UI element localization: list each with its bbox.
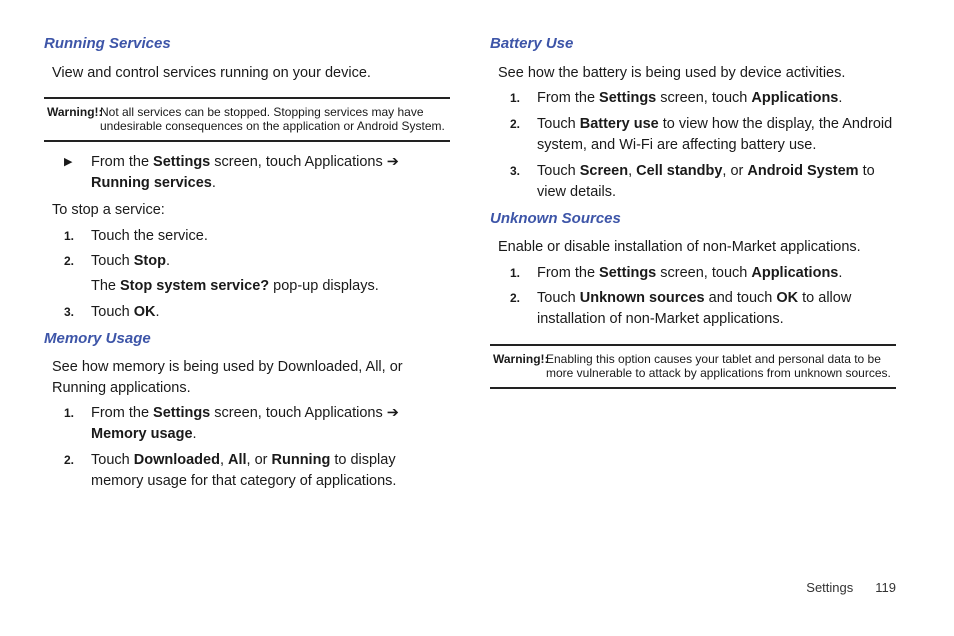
heading-memory-usage: Memory Usage (44, 330, 151, 347)
memory-usage-intro: See how memory is being used by Downloaded, All, or Running applications. (52, 359, 403, 396)
warning-box-running-services (44, 97, 450, 142)
right-column (490, 34, 896, 389)
step-number: 2. (64, 453, 75, 467)
left-column (44, 34, 450, 492)
step-number: 1. (64, 229, 75, 243)
bullet-running-services (44, 152, 450, 194)
step-number: 2. (510, 117, 521, 131)
step-number: 1. (510, 266, 521, 280)
step-text: From the Settings screen, touch Applications. (537, 265, 843, 281)
step-number: 1. (64, 406, 75, 420)
step-number: 3. (64, 305, 75, 319)
step-text: Touch Unknown sources and touch OK to allow installation of non-Market applications. (537, 290, 852, 327)
step-item (490, 88, 896, 109)
step-item (490, 161, 896, 203)
step-text: Touch Screen, Cell standby, or Android System to view details. (537, 163, 875, 200)
step-item (490, 114, 896, 156)
warning-label: Warning!: (47, 105, 103, 119)
step-item (44, 226, 450, 247)
step-text: Touch the service. (91, 228, 208, 244)
step-text: Touch Downloaded, All, or Running to display memory usage for that category of applications. (91, 452, 397, 489)
battery-use-intro: See how the battery is being used by device activities. (498, 65, 846, 81)
step-item (490, 288, 896, 330)
step-item (44, 403, 450, 445)
step-text: From the Settings screen, touch Applications ➔ Memory usage. (91, 405, 399, 442)
page-number: 119 (875, 580, 896, 595)
step-item (44, 251, 450, 272)
step-item (44, 302, 450, 323)
step-number: 1. (510, 91, 521, 105)
step-number: 2. (510, 291, 521, 305)
page-footer (806, 578, 896, 598)
running-services-intro: View and control services running on your device. (52, 65, 371, 81)
heading-battery-use: Battery Use (490, 35, 574, 52)
warning-box-unknown-sources (490, 344, 896, 389)
heading-unknown-sources: Unknown Sources (490, 210, 621, 227)
step-item (44, 450, 450, 492)
triangle-bullet-icon: ▶ (64, 156, 73, 168)
list-item-text: From the Settings screen, touch Applications ➔ Running services. (91, 154, 399, 191)
step-text: Touch OK. (91, 304, 160, 320)
unknown-sources-intro: Enable or disable installation of non-Market applications. (498, 239, 861, 255)
warning-text: Enabling this option causes your tablet and personal data to be more vulnerable to attack by applications from unknown sources. (546, 352, 891, 380)
step-number: 3. (510, 164, 521, 178)
step-text: Touch Stop. (91, 253, 170, 269)
warning-text: Not all services can be stopped. Stopping services may have undesirable consequences on the application or Android System. (100, 105, 445, 133)
step-number: 2. (64, 254, 75, 268)
warning-label: Warning!: (493, 352, 549, 366)
step-item (490, 263, 896, 284)
stop-service-intro: To stop a service: (52, 202, 165, 218)
step-sub-text: The Stop system service? pop-up displays. (91, 278, 379, 294)
heading-running-services: Running Services (44, 35, 171, 52)
step-text: From the Settings screen, touch Applications. (537, 90, 843, 106)
step-text: Touch Battery use to view how the display, the Android system, and Wi-Fi are affecting battery use. (537, 116, 893, 153)
footer-section: Settings (806, 580, 854, 595)
